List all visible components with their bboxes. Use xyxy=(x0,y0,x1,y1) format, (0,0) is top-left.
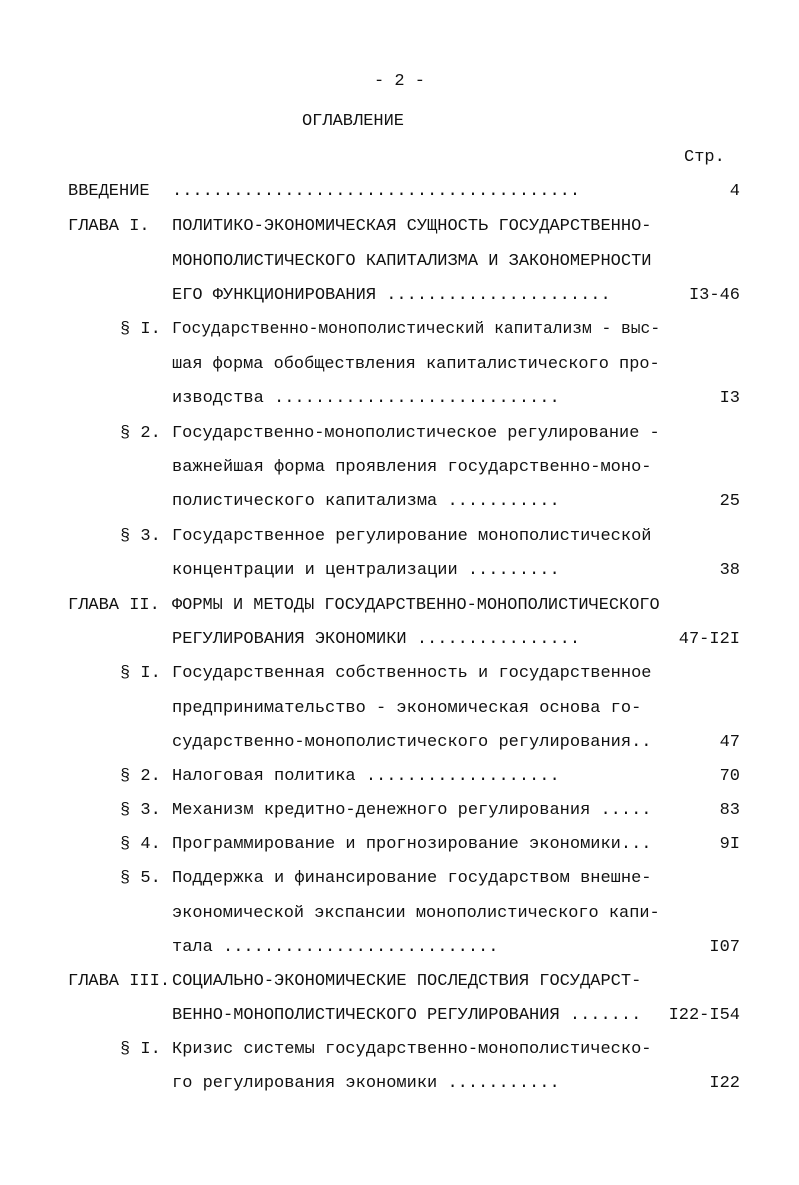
toc-page: 47-I2I xyxy=(678,630,740,649)
toc-page: I22 xyxy=(709,1074,740,1093)
toc-prefix: ГЛАВА III. xyxy=(68,972,171,991)
toc-prefix: § I. xyxy=(120,320,161,339)
toc-line: Налоговая политика ................... xyxy=(172,767,560,786)
toc-page: 70 xyxy=(719,767,740,786)
toc-line: важнейшая форма проявления государственно-моно- xyxy=(172,458,652,477)
toc-page: 47 xyxy=(719,733,740,752)
toc-line: предпринимательство - экономическая основа го- xyxy=(172,699,642,718)
toc-prefix: ГЛАВА II. xyxy=(68,596,160,615)
toc-line: полистического капитализма ........... xyxy=(172,492,560,511)
toc-prefix: § 5. xyxy=(120,869,161,888)
page-column-label: Стр. xyxy=(684,148,725,167)
toc-line: экономической экспансии монополистического капи- xyxy=(172,904,660,923)
toc-prefix: § 4. xyxy=(120,835,161,854)
toc-line: РЕГУЛИРОВАНИЯ ЭКОНОМИКИ ................ xyxy=(172,630,581,649)
document-title: ОГЛАВЛЕНИЕ xyxy=(301,112,405,131)
toc-page: I07 xyxy=(709,938,740,957)
toc-line: Государственно-монополистический капитализм - выс- xyxy=(172,320,661,339)
toc-page: I3 xyxy=(719,389,740,408)
toc-prefix: § 3. xyxy=(120,527,161,546)
toc-page: 38 xyxy=(719,561,740,580)
toc-line: ФОРМЫ И МЕТОДЫ ГОСУДАРСТВЕННО-МОНОПОЛИСТИЧЕСКОГО xyxy=(172,596,660,615)
toc-line: ПОЛИТИКО-ЭКОНОМИЧЕСКАЯ СУЩНОСТЬ ГОСУДАРСТВЕННО- xyxy=(172,217,652,236)
toc-line: ........................................ xyxy=(172,182,581,201)
toc-prefix: ВВЕДЕНИЕ xyxy=(68,182,150,201)
toc-page: 83 xyxy=(719,801,740,820)
toc-line: изводства ............................ xyxy=(172,389,560,408)
toc-line: Государственное регулирование монополистической xyxy=(172,527,652,546)
toc-prefix: § 3. xyxy=(120,801,161,820)
toc-line: Механизм кредитно-денежного регулирования ..... xyxy=(172,801,652,820)
toc-page: 25 xyxy=(719,492,740,511)
toc-page: I3-46 xyxy=(688,286,740,305)
toc-line: тала ........................... xyxy=(172,938,499,957)
toc-line: концентрации и централизации ......... xyxy=(172,561,560,580)
toc-line: Поддержка и финансирование государством внешне- xyxy=(172,869,652,888)
toc-page: 9I xyxy=(719,835,740,854)
toc-line: Государственно-монополистическое регулирование - xyxy=(172,424,660,443)
toc-prefix: § I. xyxy=(120,664,161,683)
toc-line: сударственно-монополистического регулирования.. xyxy=(172,733,652,752)
toc-prefix: § 2. xyxy=(120,424,161,443)
toc-line: СОЦИАЛЬНО-ЭКОНОМИЧЕСКИЕ ПОСЛЕДСТВИЯ ГОСУДАРСТ- xyxy=(172,972,642,991)
toc-prefix: ГЛАВА I. xyxy=(68,217,150,236)
page-number: - 2 - xyxy=(373,72,425,91)
toc-line: Государственная собственность и государственное xyxy=(172,664,652,683)
toc-line: Кризис системы государственно-монополистическо- xyxy=(172,1040,652,1059)
toc-line: МОНОПОЛИСТИЧЕСКОГО КАПИТАЛИЗМА И ЗАКОНОМЕРНОСТИ xyxy=(172,252,652,271)
toc-line: ВЕННО-МОНОПОЛИСТИЧЕСКОГО РЕГУЛИРОВАНИЯ ....... xyxy=(172,1006,642,1025)
toc-line: Программирование и прогнозирование экономики... xyxy=(172,835,652,854)
toc-page: 4 xyxy=(729,182,740,201)
toc-prefix: § I. xyxy=(120,1040,161,1059)
toc-line: го регулирования экономики ........... xyxy=(172,1074,560,1093)
toc-page: I22-I54 xyxy=(668,1006,740,1025)
toc-line: шая форма обобществления капиталистического про- xyxy=(172,355,660,374)
toc-line: ЕГО ФУНКЦИОНИРОВАНИЯ ...................... xyxy=(172,286,611,305)
toc-prefix: § 2. xyxy=(120,767,161,786)
